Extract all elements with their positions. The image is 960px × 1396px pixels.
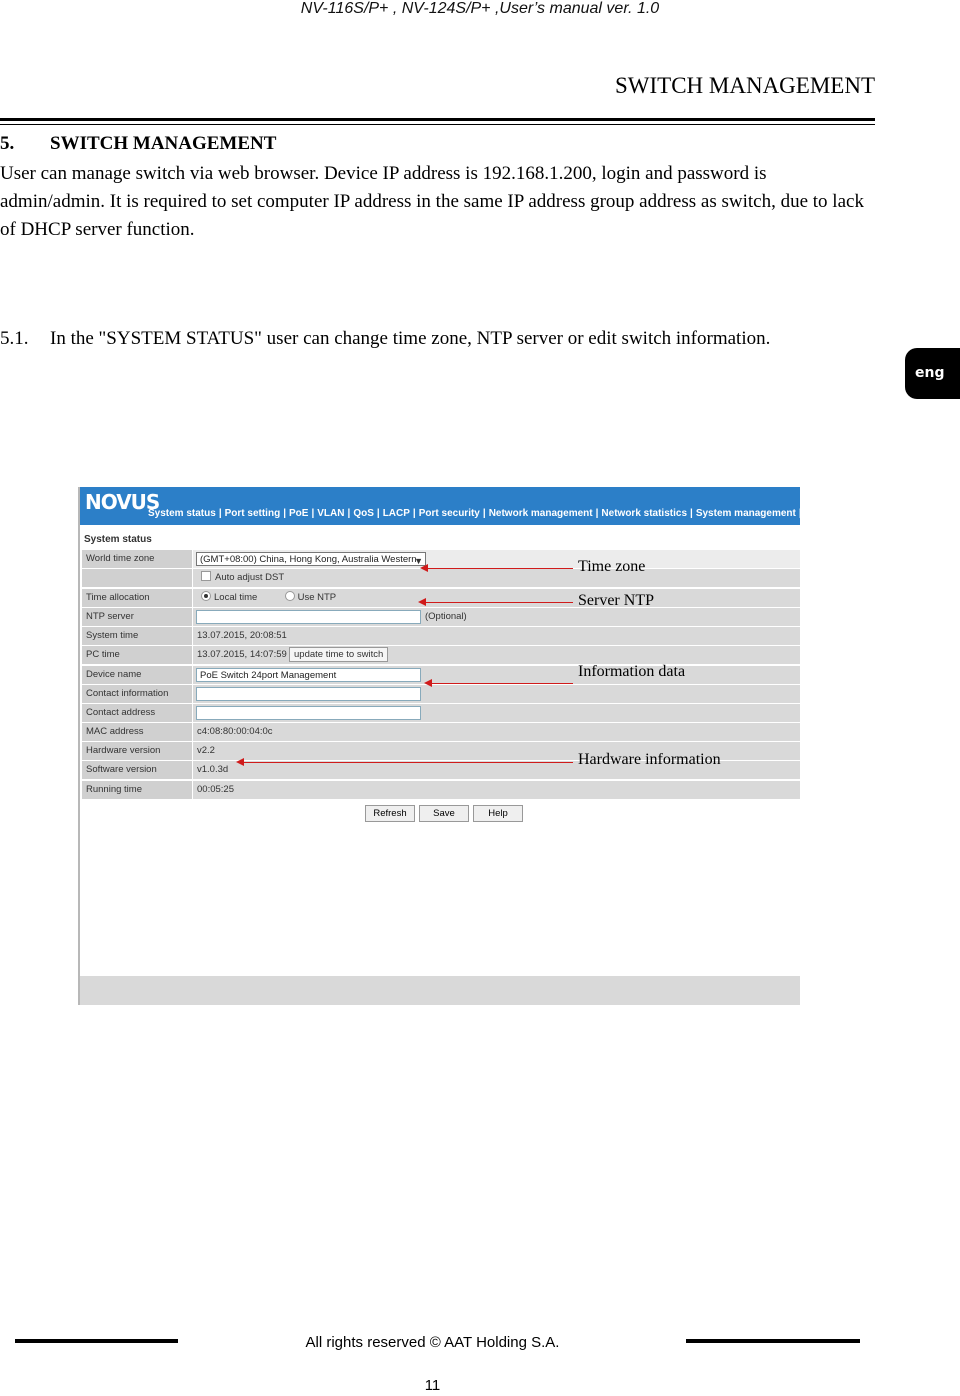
subsection-number: 5.1. (0, 328, 29, 349)
time-zone-select-value: (GMT+08:00) China, Hong Kong, Australia Western (200, 554, 417, 565)
value-time-allocation-cell (193, 589, 800, 607)
value-world-time-zone-cell (193, 550, 800, 568)
brand-logo: NOVUS (85, 490, 160, 514)
manual-header: NV-116S/P+ , NV-124S/P+ ,User’s manual ver. 1.0 (300, 0, 660, 17)
refresh-button[interactable]: Refresh (365, 805, 415, 822)
section-title: SWITCH MANAGEMENT (50, 133, 277, 154)
nav-separator: | (482, 508, 486, 519)
header-rule-thick (0, 118, 875, 121)
row-pc-time (82, 646, 800, 664)
section-heading (0, 132, 276, 156)
local-time-radio[interactable] (201, 591, 211, 601)
contact-address-input[interactable] (196, 706, 421, 720)
label-ntp-server: NTP server (82, 608, 192, 626)
nav-item[interactable]: System management (695, 508, 796, 519)
nav-separator: | (376, 508, 380, 519)
row-system-time (82, 627, 800, 645)
use-ntp-label: Use NTP (297, 592, 337, 603)
label-empty (82, 569, 192, 587)
label-running-time: Running time (82, 781, 192, 799)
web-ui-screenshot (78, 487, 824, 1005)
update-time-button[interactable]: update time to switch (289, 647, 388, 662)
save-button[interactable]: Save (419, 805, 469, 822)
auto-dst-label: Auto adjust DST (215, 572, 285, 583)
value-dst-cell (193, 569, 800, 587)
nav-separator: | (347, 508, 351, 519)
nav-separator: | (311, 508, 315, 519)
intro-paragraph: User can manage switch via web browser. Device IP address is 192.168.1.200, login and password is admin/admin. It is required to set computer IP address in the same IP address group address as switch, due to lack of DHCP server function. (0, 163, 864, 240)
value-pc-time-cell (193, 646, 800, 664)
row-dst (82, 569, 800, 587)
help-button[interactable]: Help (473, 805, 523, 822)
row-device-name (82, 666, 800, 684)
row-time-allocation (82, 589, 800, 607)
nav-item[interactable]: Port security (418, 508, 480, 519)
nav-separator: | (283, 508, 286, 519)
subsection-text: In the "SYSTEM STATUS" user can change time zone, NTP server or edit switch information. (50, 328, 771, 349)
value-device-name-cell (193, 666, 800, 684)
label-software-version: Software version (82, 761, 192, 779)
arrow-line-time-zone (428, 568, 573, 569)
use-ntp-radio[interactable] (285, 591, 295, 601)
nav-item[interactable]: System status (148, 508, 216, 519)
nav-item[interactable]: LACP (382, 508, 410, 519)
value-ntp-server-cell (193, 608, 800, 626)
arrow-head-hardware-information (236, 758, 244, 766)
nav-separator: | (595, 508, 599, 519)
subsection-line (0, 327, 770, 351)
arrow-line-server-ntp (426, 602, 573, 603)
footer-rights: All rights reserved © AAT Holding S.A. (305, 1334, 560, 1351)
arrow-head-time-zone (420, 564, 428, 572)
nav-item[interactable]: QoS (353, 508, 374, 519)
value-hardware-version: v2.2 (193, 742, 800, 760)
nav-separator: | (218, 508, 222, 519)
row-contact-information (82, 685, 800, 703)
row-ntp-server (82, 608, 800, 626)
nav-item[interactable]: Network management (488, 508, 593, 519)
nav-item[interactable]: VLAN (317, 508, 345, 519)
value-contact-address-cell (193, 704, 800, 722)
value-software-version: v1.0.3d (193, 761, 800, 779)
section-banner: SWITCH MANAGEMENT (614, 73, 875, 98)
nav-separator: | (690, 508, 693, 519)
nav-separator: | (798, 508, 802, 519)
label-hardware-version: Hardware version (82, 742, 192, 760)
label-device-name: Device name (82, 666, 192, 684)
language-tab: eng (905, 348, 960, 399)
label-world-time-zone: World time zone (82, 550, 192, 568)
nav-item[interactable]: Exit (804, 508, 824, 519)
annotation-information-data: Information data (578, 663, 686, 680)
chevron-down-icon: ▼ (414, 556, 423, 566)
annotation-hardware-information: Hardware information (578, 751, 721, 768)
ui-footer-bar (80, 976, 800, 1005)
label-mac-address: MAC address (82, 723, 192, 741)
value-running-time: 00:05:25 (193, 781, 800, 799)
nav-item[interactable]: Network statistics (601, 508, 688, 519)
value-contact-information-cell (193, 685, 800, 703)
label-contact-address: Contact address (82, 704, 192, 722)
nav-item[interactable]: PoE (289, 508, 309, 519)
ntp-server-input[interactable] (196, 610, 421, 624)
label-contact-information: Contact information (82, 685, 192, 703)
contact-information-input[interactable] (196, 687, 421, 701)
row-mac-address (82, 723, 800, 741)
auto-dst-checkbox[interactable] (201, 571, 211, 581)
annotation-time-zone: Time zone (578, 558, 646, 575)
value-pc-time: 13.07.2015, 14:07:59 (197, 649, 287, 660)
device-name-input[interactable]: PoE Switch 24port Management (196, 668, 421, 682)
arrow-head-information-data (424, 679, 432, 687)
label-time-allocation: Time allocation (82, 589, 192, 607)
row-world-time-zone (82, 550, 800, 568)
label-system-time: System time (82, 627, 192, 645)
main-nav (148, 507, 823, 521)
arrow-line-hardware-information (244, 762, 573, 763)
section-number: 5. (0, 133, 15, 154)
row-running-time (82, 781, 800, 799)
nav-item[interactable]: Port setting (224, 508, 281, 519)
value-system-time: 13.07.2015, 20:08:51 (193, 627, 800, 645)
value-mac-address: c4:08:80:00:04:0c (193, 723, 800, 741)
panel-title: System status (84, 534, 152, 545)
annotation-server-ntp: Server NTP (578, 592, 654, 609)
local-time-label: Local time (214, 592, 258, 603)
ntp-optional-hint: (Optional) (425, 611, 467, 622)
header-rule-thin (0, 124, 875, 125)
page-number: 11 (424, 1377, 441, 1394)
arrow-head-server-ntp (418, 598, 426, 606)
arrow-line-information-data (432, 683, 573, 684)
label-pc-time: PC time (82, 646, 192, 664)
time-zone-select[interactable] (196, 552, 426, 566)
row-contact-address (82, 704, 800, 722)
nav-separator: | (412, 508, 416, 519)
